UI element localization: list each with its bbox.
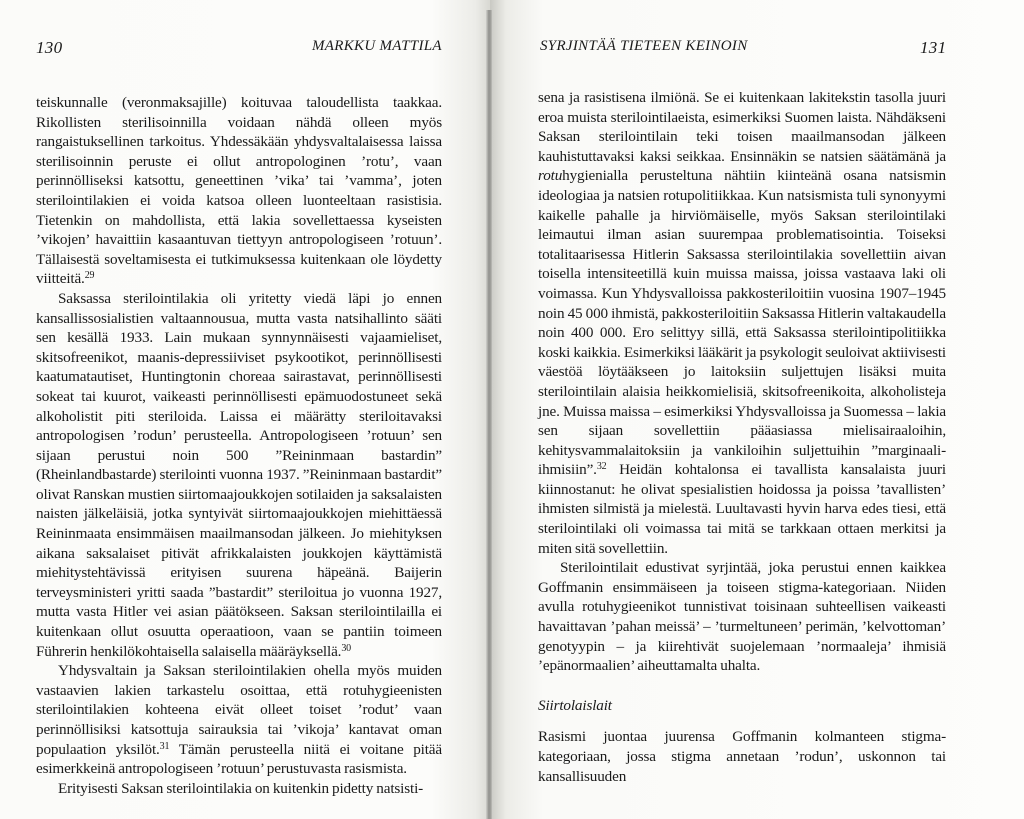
- right-page-number: 131: [920, 38, 947, 57]
- text-run: teiskunnalle (veronmaksajille) koituvaa taloudellista taakkaa. Rikollisten sterilisoinnilla voidaan nähdä olleen myös rangaistuksellinen tarkoitus. Yhdessäkään yhdysvaltalaisessa laissa sterilisoinnin peruste ei ollut antropologinen ’rotu’, vaan perinnölliseksi katsottu, geneettinen ’vika’ tai ’vamma’, joten sterilointilakien ei voida katsoa olleen luonteeltaan rasistisia. Tietenkin on mahdollista, että lakia sovellettaessa kyseisten ’vikojen’ havaittiin kasaantuvan tiettyyn antropologiseen ’rotuun’. Tällaisestä soveltamisesta ei tutkimuksessa kuitenkaan ole löydetty viitteitä.: [36, 94, 442, 288]
- right-body-text: [538, 88, 946, 786]
- footnote-marker: 32: [596, 461, 607, 473]
- paragraph: [36, 289, 442, 661]
- paragraph: [36, 779, 442, 799]
- left-running-head: MARKKU MATTILA: [312, 38, 442, 54]
- right-paragraphs: [538, 88, 946, 676]
- book-gutter: [486, 10, 492, 819]
- paragraph: [36, 93, 442, 289]
- text-run: sena ja rasistisena ilmiönä. Se ei kuitenkaan lakitekstin tasolla juuri eroa muista sterilointilaeista, esimerkiksi Suomen laista. Nähdäkseni Saksan sterilointilain teki toisen maailmansodan jälkeen kauhistuttavaksi kaksi seikkaa. Ensinnäkin se natsien säätämänä ja: [538, 89, 946, 165]
- text-run: Tämän perusteella niitä ei voitane pitää esimerkkeinä antropologiseen ’rotuun’ perustuvasta rasismista.: [36, 740, 442, 778]
- italic-text: rotu: [538, 167, 563, 185]
- section-paragraph: Rasismi juontaa juurensa Goffmanin kolmanteen stigma-kategoriaan, jossa stigma annetaan ’rodun’, uskonnon tai kansallisuuden: [538, 728, 946, 785]
- right-running-head: SYRJINTÄÄ TIETEEN KEINOIN: [540, 38, 748, 54]
- right-page: [490, 0, 1024, 819]
- text-run: Heidän kohtalonsa ei tavallista kansalaista juuri kiinnostanut: he olivat spesialistien hoidossa ja poissa ’tavallisten’ ihmisten silmistä ja mielestä. Luultavasti hyvin harva edes tiesi, että sterilointilaki oli voimassa tai mitä se tarkkaan ottaen merkitsi ja miten sitä sovellettiin.: [538, 461, 946, 557]
- left-page-number: 130: [36, 38, 63, 57]
- paragraph: [538, 88, 946, 558]
- paragraph: [36, 661, 442, 779]
- left-body-text: [36, 93, 442, 798]
- footnote-marker: 30: [341, 642, 352, 654]
- text-run: Saksassa sterilointilakia oli yritetty viedä läpi jo ennen kansallissosialistien valtaannousua, mutta vasta natsihallinto sääti sen kesällä 1933. Lain mukaan synnynnäisesti vajaamieliset, skitsofreenikot, maanis-depressiiviset psykootikot, perinnöllisesti kaatumatautiset, Huntingtonin choreaa sairastavat, perinnöllisesti sokeat tai kuurot, vaikeasti perinnöllisesti epämuodostuneet sekä alkoholistit piti steriloida. Laissa ei määrätty steriloitavaksi antropologisen ’rodun’ perusteella. Antropologiseen ’rotuun’ sen sijaan perustui noin 500 ”Reininmaan bastardin” (Rheinlandbastarde) sterilointi vuonna 1937. ”Reininmaan bastardit” olivat Ranskan mustien siirtomaajoukkojen sotilaiden ja saksalaisten naisten jälkeläisiä, jotka syntyivät siirtomaajoukkojen miehittäessä Reininmaata ensimmäisen maailmansodan jälkeen. Jo miehityksen aikana saksalaiset pitivät afrikkalaisten joukkojen käyttämistä miehitystehtävissä erityisen suurena häpeänä. Baijerin terveysministeri yritti saada ”bastardit” steriloitua jo vuonna 1927, mutta vasta Hitler vei asian päätökseen. Saksan sterilointilailla ei kuitenkaan ollut osuutta operaatioon, vaan se pantiin toimeen Führerin henkilökohtaisella salaisella määräyksellä.: [36, 289, 442, 660]
- left-page: [0, 0, 490, 819]
- text-run: Yhdysvaltain ja Saksan sterilointilakien ohella myös muiden vastaavien lakien tarkastelu osoittaa, että rotuhygieenisten sterilointilakien kohteena eivät olleet toiset ’rodut’ vaan perinnöllisiksi katsottuja sairauksia tai ’vikoja’ kantavat oman populaation yksilöt.: [36, 662, 442, 758]
- section-heading: Siirtolaislait: [538, 696, 612, 714]
- footnote-marker: 31: [159, 740, 170, 752]
- text-run: Sterilointilait edustivat syrjintää, joka perustui ennen kaikkea Goffmanin ensimmäiseen ja toiseen stigma-kategoriaan. Niiden avulla rotuhygieenikot tunnistivat toisinaan suhteellisen vaikeasti havaittavan ’pahan meissä’ – ’turmeltuneen’ perimän, ’kelvottoman’ genotyypin – ja kiirehtivät suojelemaan ’normaaleja’ ihmisiä ’epänormaalien’ aiheuttamalta uhalta.: [538, 559, 946, 675]
- paragraph: [538, 558, 946, 676]
- footnote-marker: 29: [84, 270, 95, 282]
- text-run: Erityisesti Saksan sterilointilakia on kuitenkin pidetty natsisti-: [58, 779, 424, 797]
- text-run: hygienialla perusteltuna nähtiin kiinteänä osana natsismin ideologiaa ja natsien rotupolitiikkaa. Kun natsismista tuli synonyymi kaikelle pahalle ja hirviömäiselle, myös Saksan sterilointilaki leimautui ilman asian suurempaa problematisointia. Toiseksi totalitaarisessa Hitlerin Saksassa sterilointilakia sovellettiin aivan toisella intensiteetillä kuin muissa maissa, joissa vastaava laki oli voimassa. Kun Yhdysvalloissa pakkosteriloitiin vuosina 1907–1945 noin 45 000 ihmistä, pakkosteriloitiin Saksassa Hitlerin valtakaudella noin 400 000. Ero selittyy sillä, että Saksassa sterilointipolitiikka koski kaikkia. Esimerkiksi lääkärit ja psykologit seuloivat aktiivisesti väestöä löytääkseen jo laitoksiin suljettujen lisäksi muita sterilointilain alaisia heikkomielisiä, skitsofreenikoita, alkoholisteja jne. Muissa maissa – esimerkiksi Yhdysvalloissa ja Suomessa – lakia sen sijaan sovellettiin pääasiassa mielisairaaloihin, kehitysvammalaitoksiin ja vankiloihin suljettuihin ”marginaali-ihmisiin”.: [538, 167, 946, 479]
